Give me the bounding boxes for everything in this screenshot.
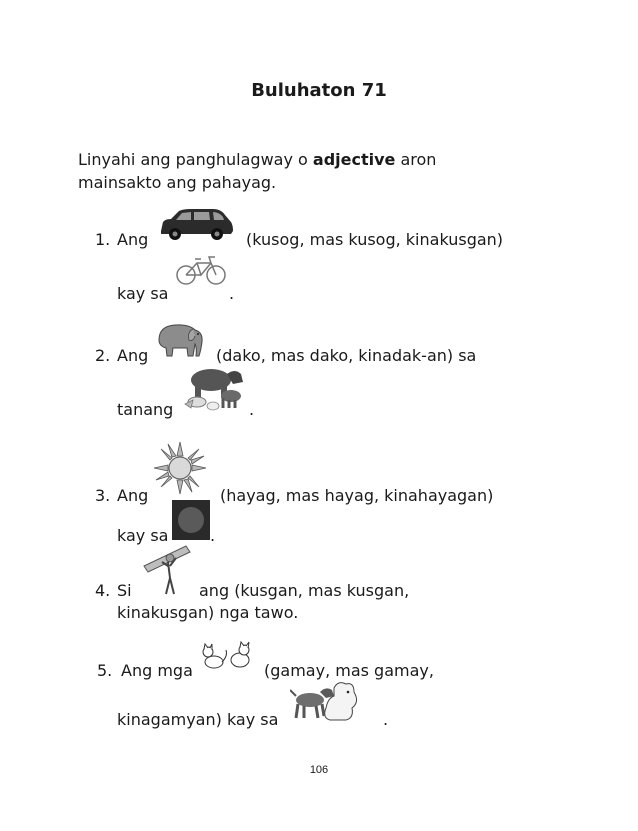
item-2-options: (dako, mas dako, kinadak-an) sa <box>216 346 477 365</box>
bicycle-icon <box>175 253 227 287</box>
item-1-lead: Ang <box>117 230 149 249</box>
item-1-tail-end: . <box>229 284 235 303</box>
item-2-tail-lead: tanang <box>117 400 174 419</box>
instructions-part1: Linyahi ang panghulagway o <box>78 150 313 169</box>
item-4-options: ang (kusgan, mas kusgan, <box>199 581 410 600</box>
instructions <box>78 148 436 172</box>
item-2-tail-end: . <box>249 400 255 419</box>
elephant-icon <box>153 320 207 360</box>
item-1-number: 1. <box>95 230 111 249</box>
instructions-line2: mainsakto ang pahayag. <box>78 173 277 192</box>
car-icon <box>157 207 235 241</box>
item-4-lead: Si <box>117 581 132 600</box>
item-3-tail-lead: kay sa <box>117 526 169 545</box>
item-3-options: (hayag, mas hayag, kinahayagan) <box>220 486 494 505</box>
item-5-tail-lead: kinagamyan) kay sa <box>117 710 279 729</box>
page-number: 106 <box>309 764 329 776</box>
item-3-tail-end: . <box>210 526 216 545</box>
instructions-part2: aron <box>395 150 437 169</box>
item-1-tail-lead: kay sa <box>117 284 169 303</box>
item-5-number: 5. <box>97 661 113 680</box>
item-3-number: 3. <box>95 486 111 505</box>
item-5-tail-end: . <box>383 710 389 729</box>
item-2-number: 2. <box>95 346 111 365</box>
item-5-options: (gamay, mas gamay, <box>264 661 434 680</box>
page-title: Buluhaton 71 <box>251 80 387 101</box>
sun-icon <box>152 440 208 496</box>
instructions-bold: adjective <box>312 150 396 169</box>
item-4-number: 4. <box>95 581 111 600</box>
item-2-lead: Ang <box>117 346 149 365</box>
item-1-options: (kusog, mas kusog, kinakusgan) <box>246 230 504 249</box>
animals-group-icon <box>183 364 249 412</box>
item-4-tail-lead: kinakusgan) nga tawo. <box>117 603 299 622</box>
strongman-icon <box>142 544 194 596</box>
kittens-icon <box>200 640 256 672</box>
item-3-lead: Ang <box>117 486 149 505</box>
dogs-icon <box>290 678 362 724</box>
moon-icon <box>172 500 210 540</box>
item-5-lead: Ang mga <box>121 661 193 680</box>
